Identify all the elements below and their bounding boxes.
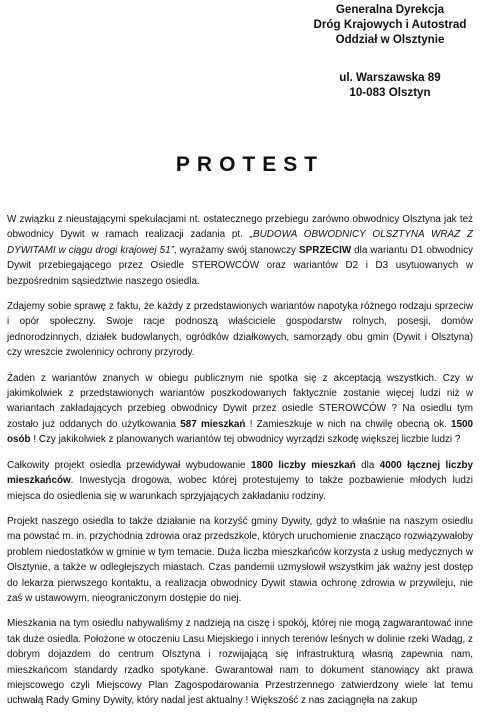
paragraph-1: W związku z nieustającymi spekulacjami nt. ostatecznego przebiegu zarówno obwodnicy Olsztyna jak też obwodnicy Dywit w ramach realizacji zadania pt. „BUDOWA OBWODNICY OLSZTYNA WRAZ Z DYWITAMI w ciągu drogi krajowej 51”, wyrażamy swój stanowczy SPRZECIW dla wariantu D1 obwodnicy Dywit przebiegającego przez Osiedle STEROWCÓW oraz wariantów D2 i D3 usytuowanych w bezpośrednim sąsiedztwie naszego osiedla. (7, 214, 473, 287)
recipient-line-3: Oddział w Olsztynie (335, 33, 445, 46)
recipient-line-2: Dróg Krajowych i Autostrad (313, 18, 467, 31)
document-title: PROTEST (175, 153, 325, 176)
recipient-line-1: Generalna Dyrekcja (335, 3, 445, 16)
planned-residents: 4000 łącznej liczby mieszkańców (7, 459, 473, 487)
paragraph-5: Projekt naszego osiedla to także działanie na korzyść gminy Dywity, gdyż to właśnie na naszym osiedlu ma powstać m. in. przychodnia zdrowia oraz przedszkole, których uruchomienie znacząco rozwiązywałoby problem niedostatków w gminie w tym temacie. Duża liczba mieszkańców korzysta z usług medycznych w Olsztynie, a także w odległejszych miastach. Czas pandemii uzmysłowił wszystkim jak ważny jest dostęp do lekarza pierwszego kontaktu, a realizacja obwodnicy Dywit stawia ochronę zdrowia w przywileju, nie zaś w ustawowym, nieograniczonym dostępie do niej. (7, 515, 473, 604)
recipient-address (300, 2, 480, 100)
paragraph-6: Mieszkania na tym osiedlu nabywaliśmy z nadzieją na ciszę i spokój, której nie mogą zagwarantować inne tak duże osiedla. Położone w otoczeniu Lasu Miejskiego i innych terenów leśnych w dolinie rzeki Wadąg, z dobrym dojazdem do centrum Olsztyna i rozwijającą się infrastrukturą własną zapewnia nam, mieszkańcom standardy rzadko spotykane. Gwarantował nam to dokument stanowiący akt prawa miejscowego czyli Miejscowy Plan Zagospodarowania Przestrzennego zatwierdzony wiele lat temu uchwałą Rady Gminy Dywity, który nadal jest aktualny ! Większość z nas zaciągnęła na zakup (7, 618, 473, 707)
recipient-street: ul. Warszawska 89 (339, 71, 441, 84)
residents-count: 1500 osób (7, 418, 473, 446)
paragraph-2: Zdajemy sobie sprawę z faktu, że każdy z przedstawionych wariantów napotyka różnego rodzaju sprzeciw i opór społeczny. Swoje racje podnoszą właściciele gospodarstw rolnych, posesji, domów jednorodzinnych, działek budowlanych, ogródków działkowych, samorządy obu gmin (Dywit i Olsztyna) czy wreszcie zwolennicy ochrony przyrody. (7, 301, 473, 359)
recipient-postcode-city: 10-083 Olsztyn (349, 86, 431, 99)
project-name: „BUDOWA OBWODNICY OLSZTYNA WRAZ Z DYWITAMI w ciągu drogi krajowej 51” (7, 229, 473, 256)
objection-word: SPRZECIW (299, 244, 352, 256)
document-body (7, 212, 473, 709)
paragraph-3: Żaden z wariantów znanych w obiegu publicznym nie spotka się z akceptacją wszystkich. Czy w jakimkolwiek z przedstawionych wariantów poszkodowanych faktycznie zostanie więcej ludzi niż w wariantach zakładających przebieg obwodnicy Dywit przez osiedle STEROWCÓW ? Na osiedlu tym zostało już oddanych do użytkowania 587 mieszkań ! Zamieszkuje w nich na chwilę obecną ok. 1500 osób ! Czy jakikolwiek z planowanych wariantów tej obwodnicy wyrządzi szkodę większej liczbie ludzi ? (7, 372, 473, 446)
paragraph-4: Całkowity projekt osiedla przewidywał wybudowanie 1800 liczby mieszkań dla 4000 łącznej liczby mieszkańców. Inwestycja drogowa, wobec której protestujemy to także pozbawienie młodych ludzi miejsca do osiedlenia się w warunkach sprzyjających zakładaniu rodziny. (7, 459, 473, 502)
planned-flats: 1800 liczby mieszkań (250, 459, 356, 471)
flats-count: 587 mieszkań (180, 418, 246, 430)
